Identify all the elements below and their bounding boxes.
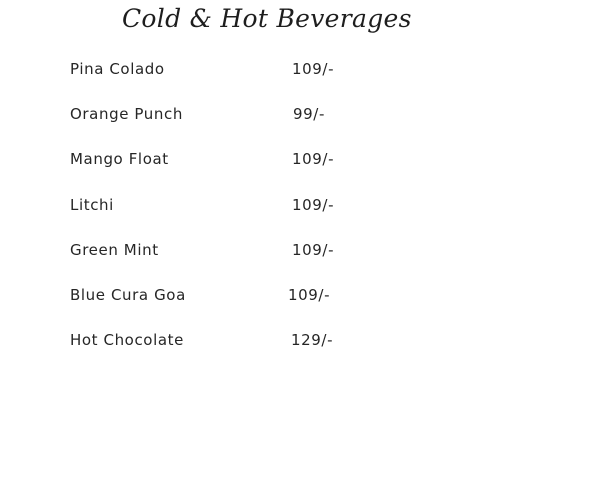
menu-item-hot-chocolate [0,331,590,357]
menu-item-mango-float [0,150,590,176]
item-price: 109/- [292,196,335,214]
item-name: Blue Cura Goa [70,286,186,304]
item-name: Pina Colado [70,60,165,78]
item-name: Litchi [70,196,114,214]
item-price: 109/- [292,241,335,259]
menu-item-blue-cura-goa [0,286,590,312]
item-name: Green Mint [70,241,159,259]
menu-item-orange-punch [0,105,590,131]
menu-item-green-mint [0,241,590,267]
item-price: 109/- [292,60,335,78]
item-name: Hot Chocolate [70,331,184,349]
item-price: 109/- [288,286,331,304]
item-name: Mango Float [70,150,169,168]
item-price: 99/- [293,105,325,123]
menu-item-pina-colado [0,60,590,86]
item-name: Orange Punch [70,105,183,123]
menu-title: Cold & Hot Beverages [122,4,412,33]
item-price: 129/- [291,331,334,349]
item-price: 109/- [292,150,335,168]
menu-item-litchi [0,196,590,222]
